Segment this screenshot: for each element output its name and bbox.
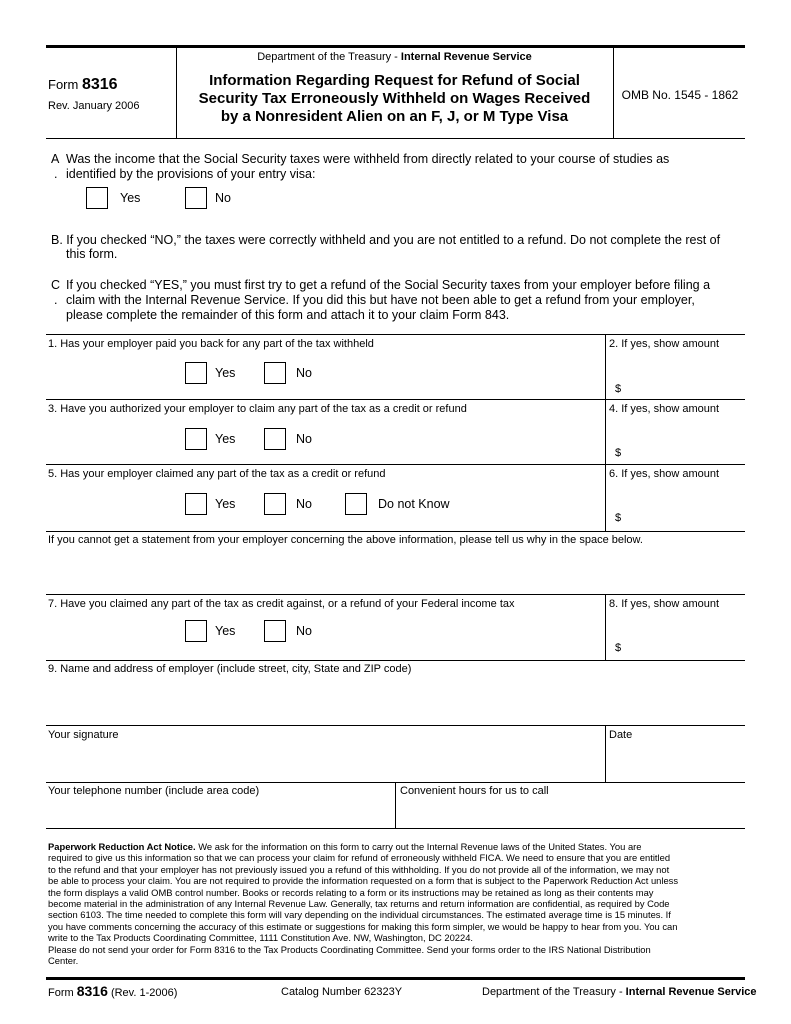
q4-dollar: $ — [615, 447, 622, 459]
question-5: 5. Has your employer claimed any part of the tax as a credit or refund — [48, 468, 386, 480]
paperwork-line-1: required to give us this information so that we can process your claim for refund of erroneously withheld FICA. We need to ensure that you are entitled — [48, 852, 671, 864]
date-label: Date — [609, 729, 633, 741]
q7-no-label: No — [296, 624, 312, 638]
date-field[interactable] — [606, 743, 745, 781]
q3-no-label: No — [296, 432, 312, 446]
question-1: 1. Has your employer paid you back for any part of the tax withheld — [48, 338, 374, 350]
q3-yes-label: Yes — [215, 432, 236, 446]
footer-department — [482, 986, 757, 998]
footer-rule — [46, 977, 745, 980]
question-2: 2. If yes, show amount — [609, 338, 720, 350]
statement-answer-area[interactable] — [46, 548, 745, 593]
footer-form-number: 8316 — [76, 983, 108, 999]
hours-label: Convenient hours for us to call — [400, 785, 549, 797]
signature-top-rule — [46, 725, 745, 726]
form-title-line2: Security Tax Erroneously Withheld on Wages Received — [198, 90, 591, 107]
top-rule — [46, 45, 745, 48]
q1-no-checkbox[interactable] — [264, 362, 286, 384]
signature-label: Your signature — [48, 729, 119, 741]
paperwork-line-4: the form displays a valid OMB control number. Books or records relating to a form or its instructions may be retained as long as their contents may — [48, 886, 654, 898]
section-a-dot: . — [54, 167, 58, 181]
hours-field[interactable] — [396, 799, 745, 827]
telephone-field[interactable] — [46, 799, 394, 827]
question-8: 8. If yes, show amount — [609, 598, 720, 610]
footer-form-word: Form — [48, 987, 77, 999]
section-a-line2: identified by the provisions of your entry visa: — [66, 167, 316, 181]
section-b-line2: this form. — [66, 247, 118, 261]
paperwork-line-10: Center. — [48, 955, 79, 967]
paperwork-line-6: section 6103. The time needed to complete this form will vary depending on the individual circumstances. The estimated average time is 15 minutes. If — [48, 909, 671, 921]
q5-dont-know-checkbox[interactable] — [345, 493, 367, 515]
section-a-line1: Was the income that the Social Security taxes were withheld from directly related to your course of studies as — [66, 152, 670, 166]
question-7: 7. Have you claimed any part of the tax as credit against, or a refund of your Federal income tax — [48, 598, 515, 610]
section-a-yes-label: Yes — [120, 191, 141, 205]
paperwork-text-0: We ask for the information on this form to carry out the Internal Revenue laws of the United States. You are — [195, 841, 642, 852]
q1-no-label: No — [296, 366, 312, 380]
q3-yes-checkbox[interactable] — [185, 428, 207, 450]
form-title-line3: by a Nonresident Alien on an F, J, or M Type Visa — [220, 108, 569, 125]
paperwork-notice — [48, 841, 748, 966]
paperwork-line-0 — [48, 841, 748, 852]
q7-yes-label: Yes — [215, 624, 236, 638]
question-6: 6. If yes, show amount — [609, 468, 720, 480]
paperwork-line-2: to the refund and that your employer has not previously issued you a refund of this withholding. If you do not provide all of the information, we may not — [48, 863, 670, 875]
footer-catalog: Catalog Number 62323Y — [281, 986, 403, 998]
section-c-dot: . — [54, 293, 58, 307]
q1-yes-label: Yes — [215, 366, 236, 380]
department-text: Department of the Treasury - — [257, 51, 401, 63]
paperwork-line-5: become material in the administration of any Internal Revenue Law. Generally, tax returns and return information are confidential, as required by Code — [48, 898, 670, 910]
footer-irs-text: Internal Revenue Service — [625, 986, 757, 998]
paperwork-line-8: write to the Tax Products Coordinating Committee, 1111 Constitution Ave. NW, Washington, DC 20224. — [48, 932, 474, 944]
section-c-letter: C — [51, 278, 61, 292]
department-line — [176, 51, 613, 63]
q-rule-5 — [46, 594, 745, 595]
q5-no-checkbox[interactable] — [264, 493, 286, 515]
paperwork-title: Paperwork Reduction Act Notice. — [48, 841, 196, 852]
paperwork-line-7: you have comments concerning the accuracy of this estimate or suggestions for making this form simpler, we would be happy to hear from you. You can — [48, 920, 678, 932]
question-3: 3. Have you authorized your employer to claim any part of the tax as a credit or refund — [48, 403, 467, 415]
question-4: 4. If yes, show amount — [609, 403, 720, 415]
q7-no-checkbox[interactable] — [264, 620, 286, 642]
form-revision: Rev. January 2006 — [48, 100, 140, 112]
q5-dont-know-label: Do not Know — [378, 497, 450, 511]
form-title-line1: Information Regarding Request for Refund of Social — [209, 72, 580, 89]
statement-instruction: If you cannot get a statement from your employer concerning the above information, please tell us why in the space below. — [48, 534, 643, 546]
form-number: 8316 — [81, 76, 118, 93]
section-a-letter: A — [51, 152, 60, 166]
phone-bottom-rule — [46, 828, 745, 829]
signature-field[interactable] — [46, 743, 604, 781]
form-title — [176, 72, 613, 126]
section-c-line2: claim with the Internal Revenue Service. If you did this but have not been able to get a refund from your employer, — [66, 293, 695, 307]
q3-no-checkbox[interactable] — [264, 428, 286, 450]
q-rule-1 — [46, 334, 745, 335]
q5-yes-label: Yes — [215, 497, 236, 511]
paperwork-line-9: Please do not send your order for Form 8316 to the Tax Products Coordinating Committee. Send your forms order to the IRS National Distribution — [48, 943, 651, 955]
section-c-line3: please complete the remainder of this form and attach it to your claim Form 843. — [66, 308, 510, 322]
q8-dollar: $ — [615, 642, 622, 654]
header-bottom-rule — [46, 138, 745, 139]
q-rule-3 — [46, 464, 745, 465]
section-a-yes-checkbox[interactable] — [86, 187, 108, 209]
paperwork-line-3: be able to process your claim. You are not required to provide the information requested on a form that is subject to the Paperwork Reduction Act unless — [48, 875, 679, 887]
amount-column-divider-2 — [605, 594, 606, 661]
form-number-block — [48, 76, 118, 94]
omb-number: OMB No. 1545 - 1862 — [621, 88, 739, 102]
footer-rev: (Rev. 1-2006) — [107, 987, 178, 999]
q-rule-4 — [46, 531, 745, 532]
section-c-line1: If you checked “YES,” you must first try to get a refund of the Social Security taxes from your employer before filing a — [66, 278, 711, 292]
employer-address-area[interactable] — [46, 678, 745, 724]
question-9: 9. Name and address of employer (include street, city, State and ZIP code) — [48, 663, 412, 675]
q5-yes-checkbox[interactable] — [185, 493, 207, 515]
telephone-label: Your telephone number (include area code) — [48, 785, 260, 797]
section-b-line1: B. If you checked “NO,” the taxes were correctly withheld and you are not entitled to a refund. Do not complete the rest of — [51, 233, 721, 247]
form-word: Form — [48, 77, 82, 92]
q6-dollar: $ — [615, 512, 622, 524]
q7-yes-checkbox[interactable] — [185, 620, 207, 642]
section-a-no-checkbox[interactable] — [185, 187, 207, 209]
q-rule-2 — [46, 399, 745, 400]
footer-form — [48, 983, 177, 999]
section-a-no-label: No — [215, 191, 231, 205]
footer-department-text: Department of the Treasury - — [482, 986, 626, 998]
irs-text: Internal Revenue Service — [400, 51, 532, 63]
amount-column-divider-1 — [605, 334, 606, 532]
q1-yes-checkbox[interactable] — [185, 362, 207, 384]
q-rule-6 — [46, 660, 745, 661]
q5-no-label: No — [296, 497, 312, 511]
q2-dollar: $ — [615, 383, 622, 395]
